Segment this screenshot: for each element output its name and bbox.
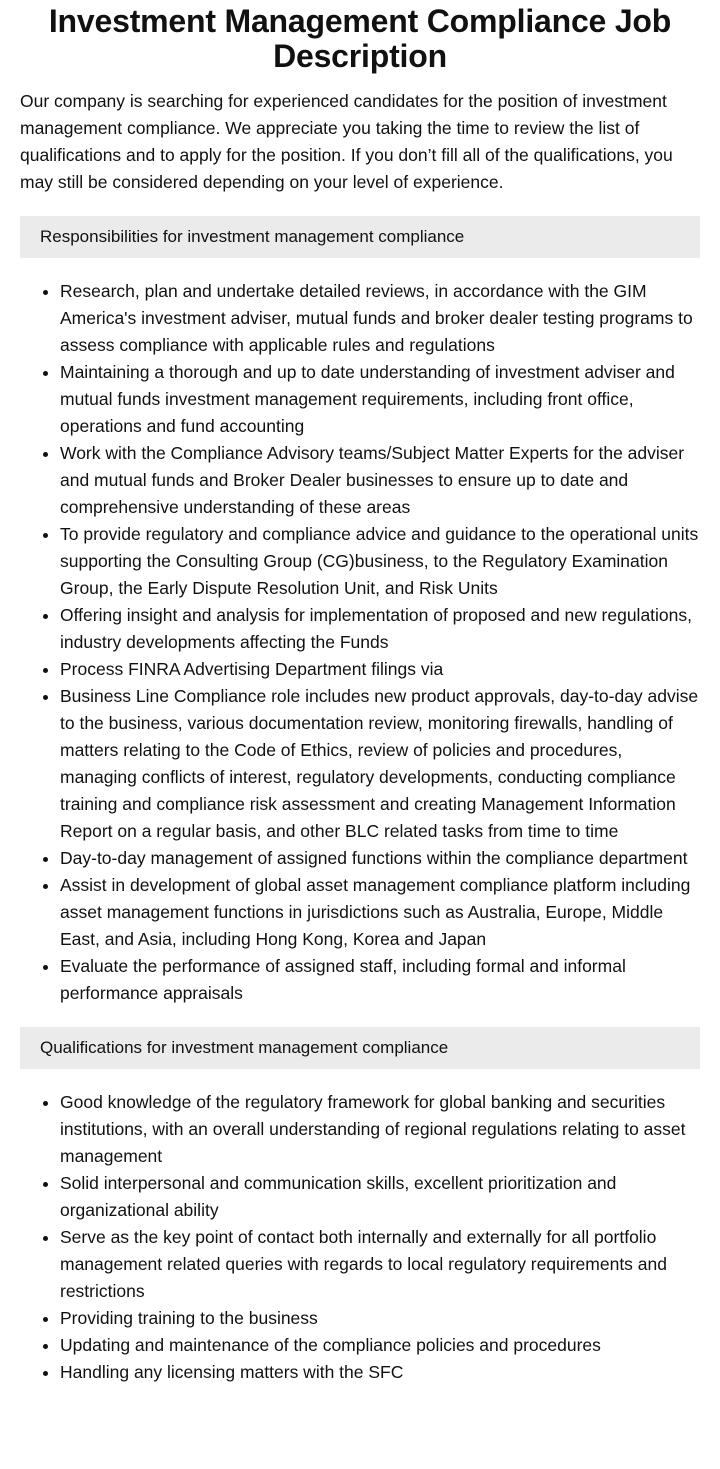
list-item: • Updating and maintenance of the compliance policies and procedures bbox=[60, 1332, 700, 1359]
list-item: • Handling any licensing matters with the SFC bbox=[60, 1359, 700, 1386]
list-item: • Day-to-day management of assigned functions within the compliance department bbox=[60, 845, 700, 872]
list-item: • Solid interpersonal and communication skills, excellent prioritization and organizational ability bbox=[60, 1170, 700, 1224]
intro-paragraph: Our company is searching for experienced candidates for the position of investment management compliance. We appreciate you taking the time to review the list of qualifications and to apply for the position. If you don’t fill all of the qualifications, you may still be considered depending on your level of experience. bbox=[20, 91, 673, 192]
list-item: • Serve as the key point of contact both internally and externally for all portfolio management related queries with regards to local regulatory requirements and restrictions bbox=[60, 1224, 700, 1305]
list-item: • Maintaining a thorough and up to date understanding of investment adviser and mutual funds investment management requirements, including front office, operations and fund accounting bbox=[60, 359, 700, 440]
list-item: • Good knowledge of the regulatory framework for global banking and securities institutions, with an overall understanding of regional regulations relating to asset management bbox=[60, 1089, 700, 1170]
responsibilities-heading: Responsibilities for investment management compliance bbox=[20, 216, 700, 258]
list-item: • Assist in development of global asset management compliance platform including asset management functions in jurisdictions such as Australia, Europe, Middle East, and Asia, including Hong Kong, Korea and Japan bbox=[60, 872, 700, 953]
list-item: • Business Line Compliance role includes new product approvals, day-to-day advise to the business, various documentation review, monitoring firewalls, handling of matters relating to the Code of Ethics, review of policies and procedures, managing conflicts of interest, regulatory developments, conducting compliance training and compliance risk assessment and creating Management Information Report on a regular basis, and other BLC related tasks from time to time bbox=[60, 683, 700, 845]
list-item: • Process FINRA Advertising Department filings via bbox=[60, 656, 700, 683]
responsibilities-list bbox=[20, 278, 700, 1007]
list-item: • Evaluate the performance of assigned staff, including formal and informal performance appraisals bbox=[60, 953, 700, 1007]
list-item: • Offering insight and analysis for implementation of proposed and new regulations, industry developments affecting the Funds bbox=[60, 602, 700, 656]
list-item: • To provide regulatory and compliance advice and guidance to the operational units supporting the Consulting Group (CG)business, to the Regulatory Examination Group, the Early Dispute Resolution Unit, and Risk Units bbox=[60, 521, 700, 602]
page-title: Investment Management Compliance Job Description bbox=[48, 3, 672, 74]
qualifications-list bbox=[20, 1089, 700, 1386]
list-item: • Providing training to the business bbox=[60, 1305, 700, 1332]
list-item: • Work with the Compliance Advisory teams/Subject Matter Experts for the adviser and mutual funds and Broker Dealer businesses to ensure up to date and comprehensive understanding of these areas bbox=[60, 440, 700, 521]
qualifications-heading: Qualifications for investment management compliance bbox=[20, 1027, 700, 1069]
list-item: • Research, plan and undertake detailed reviews, in accordance with the GIM America's investment adviser, mutual funds and broker dealer testing programs to assess compliance with applicable rules and regulations bbox=[60, 278, 700, 359]
